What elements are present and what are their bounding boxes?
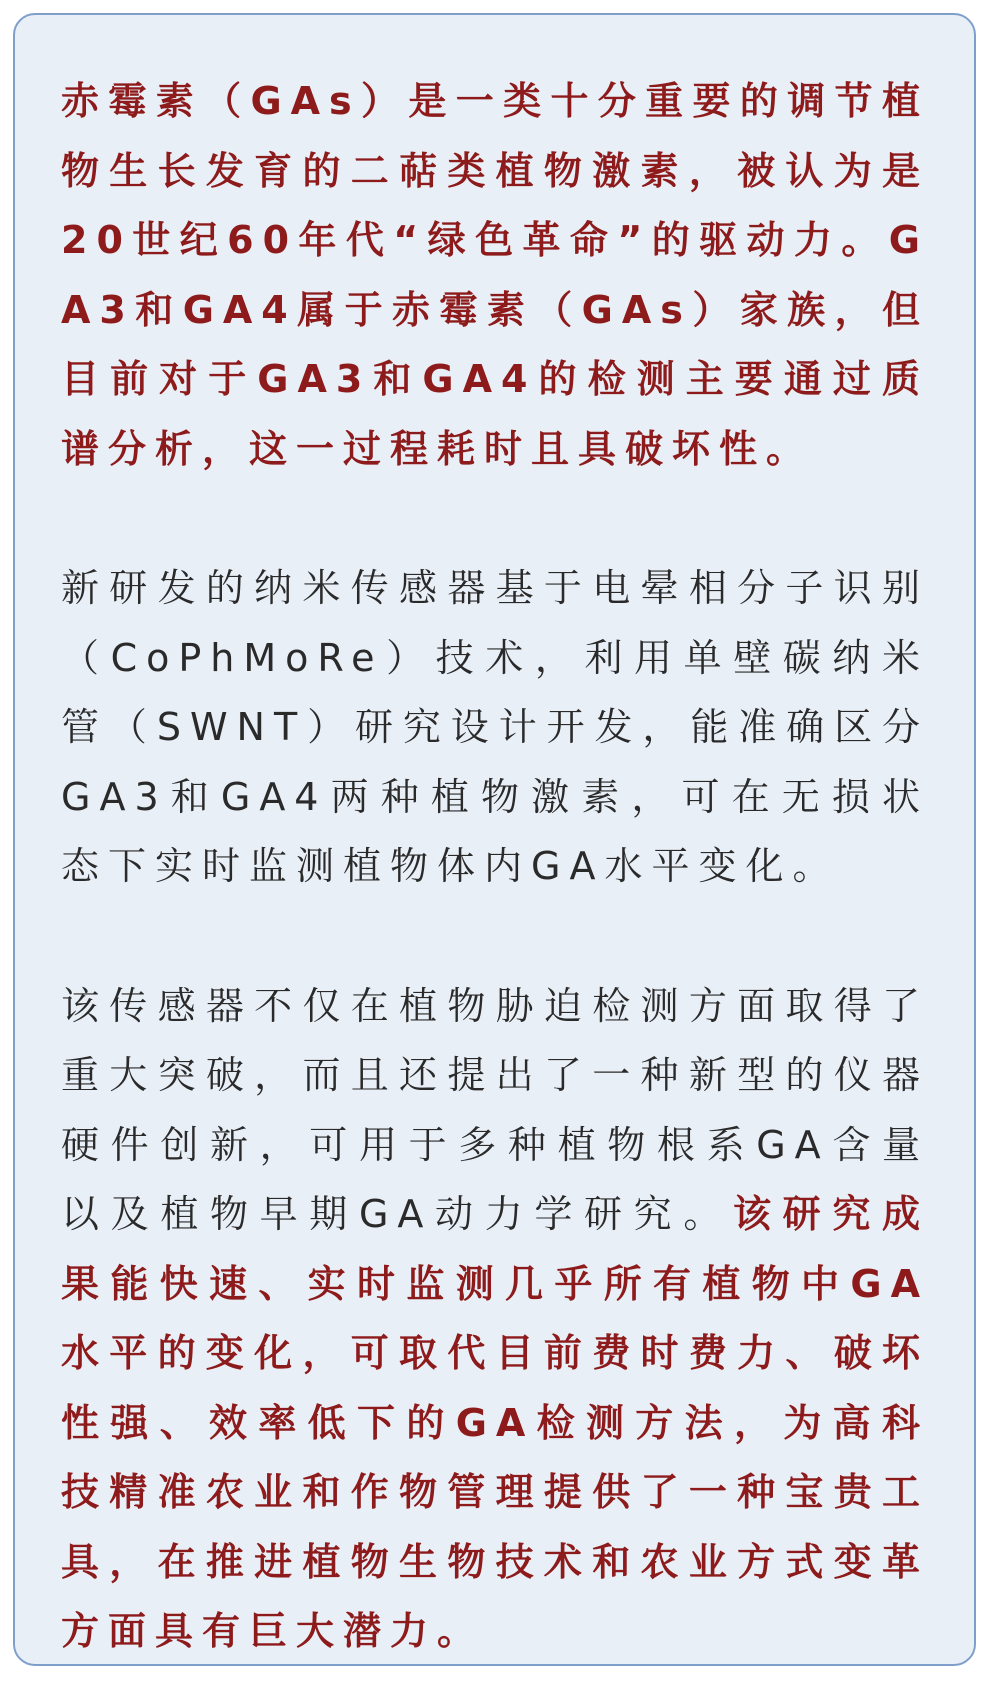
impact-highlight-text: 该研究成果能快速、实时监测几乎所有植物中GA水平的变化，可取代目前费时费力、破坏性强、效率低下的GA检测方法，为高科技精准农业和作物管理提供了一种宝贵工具，在推进植物生物技术和农业方式变革方面具有巨大潜力。 [61,1192,929,1653]
impact-plain-text: 该传感器不仅在植物胁迫检测方面取得了重大突破，而且还提出了一种新型的仪器硬件创新，可用于多种植物根系GA含量以及植物早期GA动力学研究。 [61,983,929,1236]
intro-paragraph: 赤霉素（GAs）是一类十分重要的调节植物生长发育的二萜类植物激素，被认为是20世纪60年代“绿色革命”的驱动力。GA3和GA4属于赤霉素（GAs）家族，但目前对于GA3和GA4的检测主要通过质谱分析，这一过程耗时且具破坏性。 [61,79,929,471]
impact-paragraph [61,972,929,1667]
sensor-paragraph: 新研发的纳米传感器基于电晕相分子识别（CoPhMoRe）技术，利用单壁碳纳米管（SWNT）研究设计开发，能准确区分GA3和GA4两种植物激素，可在无损状态下实时监测植物体内GA水平变化。 [61,566,929,888]
article-card [13,13,976,1666]
